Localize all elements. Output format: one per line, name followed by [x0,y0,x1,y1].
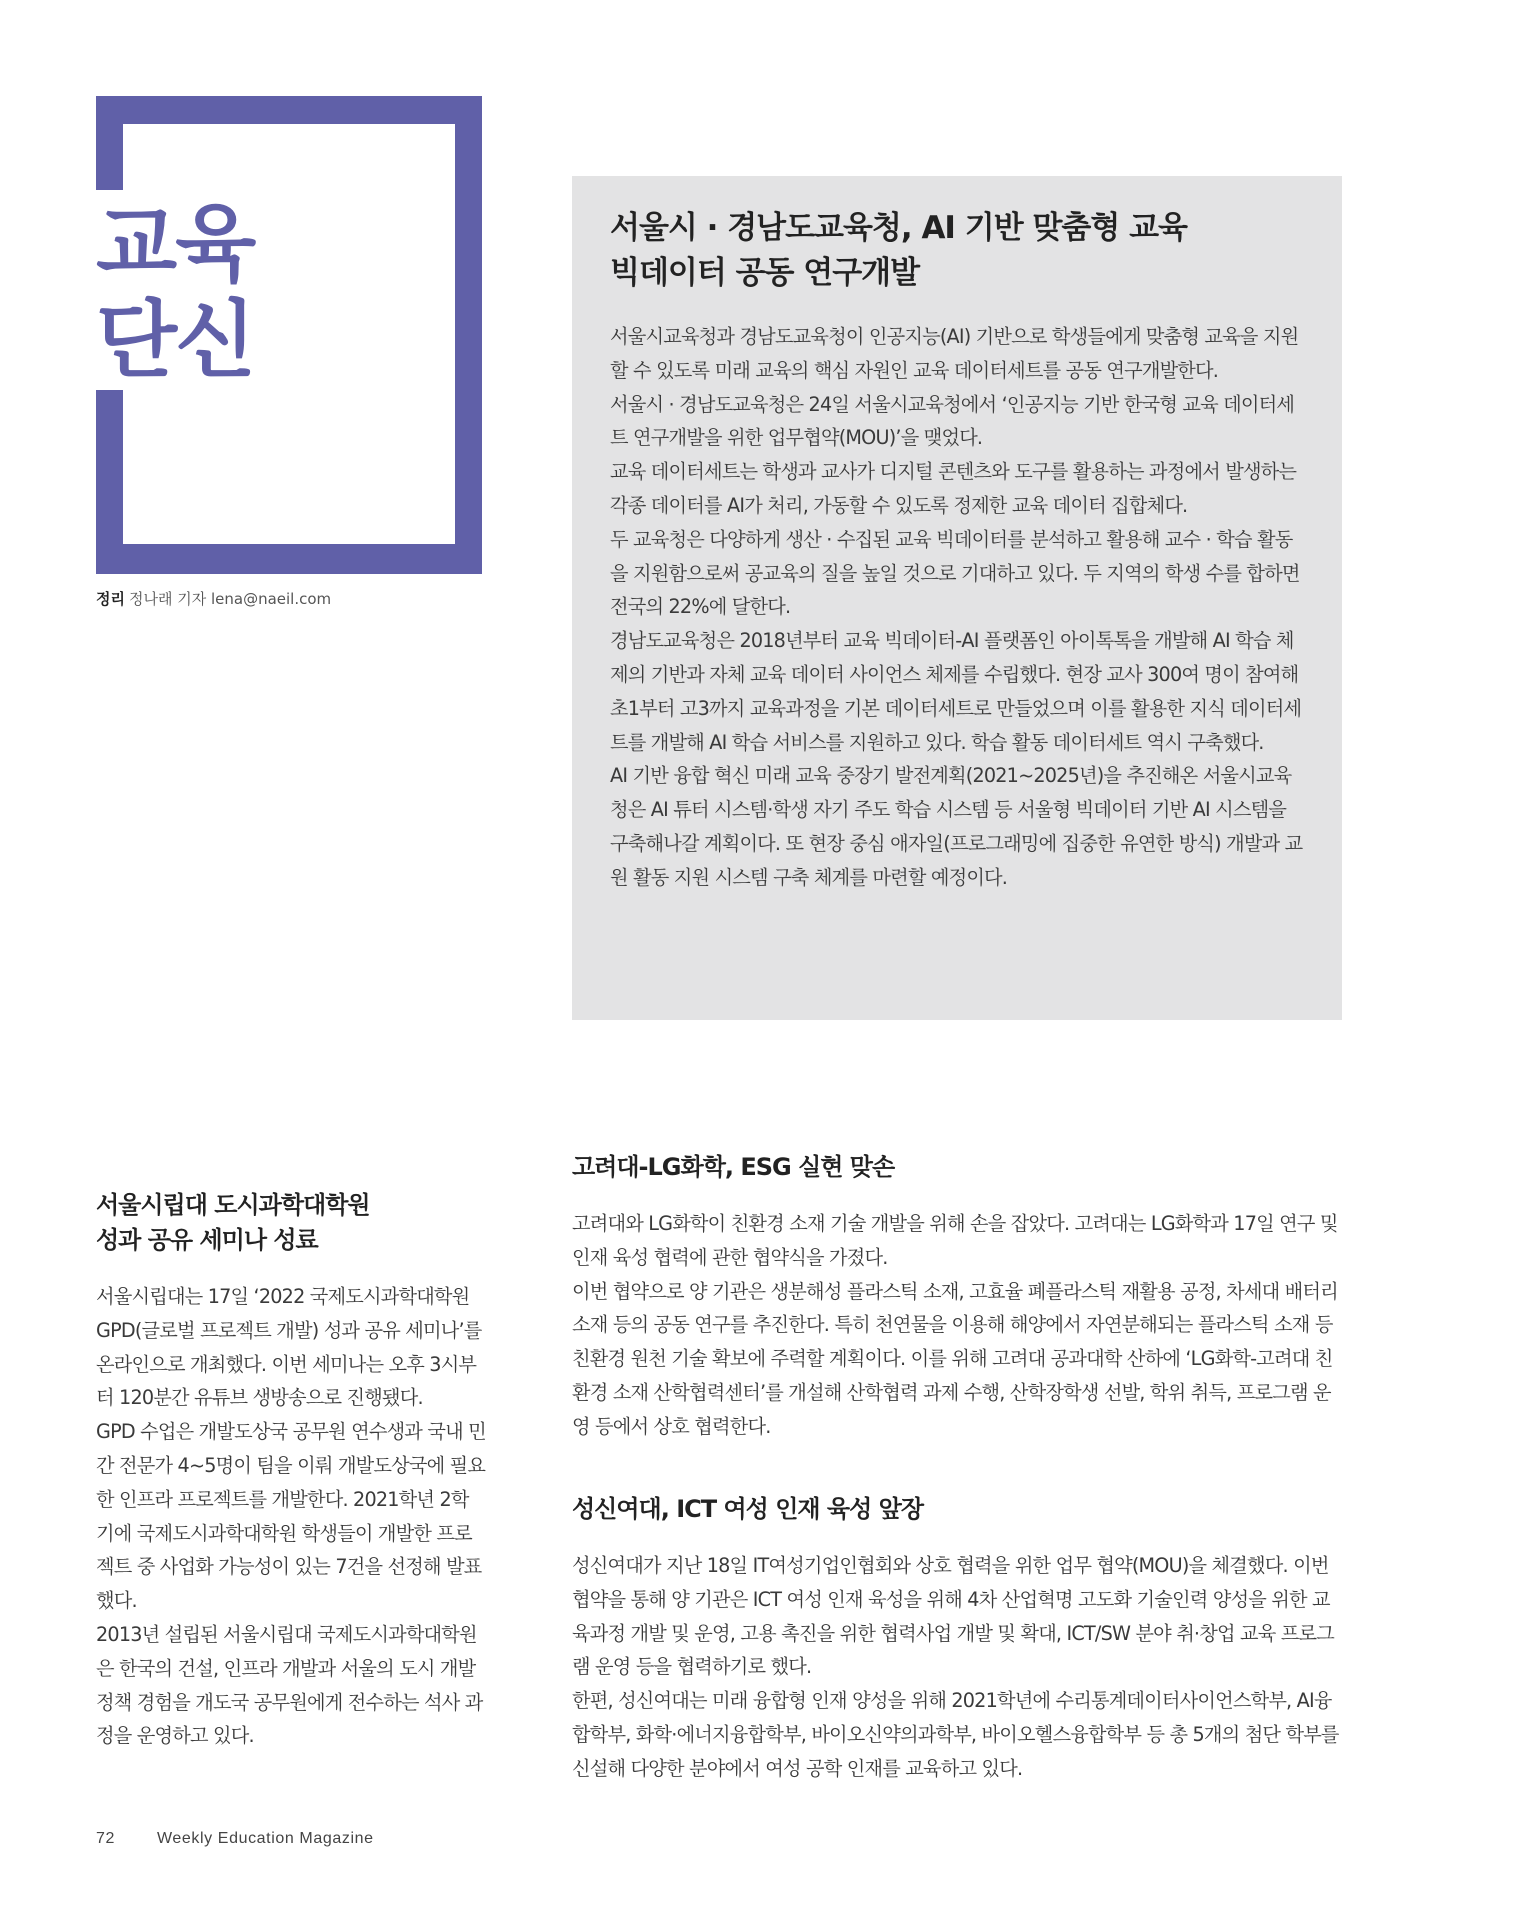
feature-headline [610,206,1304,296]
section-title [96,196,254,388]
feature-headline-line1: 서울시 · 경남도교육청, AI 기반 맞춤형 교육 [610,210,1187,246]
article-korea-univ-lg [572,1150,1344,1444]
section-title-line2: 단신 [96,291,255,389]
article-paragraph: 이번 협약으로 양 기관은 생분해성 플라스틱 소재, 고효율 폐플라스틱 재활용 공정, 차세대 배터리 소재 등의 공동 연구를 추진한다. 특히 천연물을 이용해 해양에서 자연분해되는 플라스틱 소재 등 친환경 원천 기술 확보에 주력할 계획이다. 이를 위해 고려대 공과대학 산하에 ‘LG화학-고려대 친환경 소재 산학협력센터’를 개설해 산학협력 과제 수행, 산학장학생 선발, 학위 취득, 프로그램 운영 등에서 상호 협력한다. [572,1279,1338,1438]
section-title-line1: 교육 [96,195,255,293]
feature-paragraph: 두 교육청은 다양하게 생산 · 수집된 교육 빅데이터를 분석하고 활용해 교수 · 학습 활동을 지원함으로써 공교육의 질을 높일 것으로 기대하고 있다. 두 지역의 학생 수를 합하면 전국의 22%에 달한다. [610,527,1300,619]
article-paragraph: 한편, 성신여대는 미래 융합형 인재 양성을 위해 2021학년에 수리통계데이터사이언스학부, AI융합학부, 화학·에너지융합학부, 바이오신약의과학부, 바이오헬스융합학부 등 총 5개의 첨단 학부를 신설해 다양한 분야에서 여성 공학 인재를 교육하고 있다. [572,1689,1339,1780]
feature-paragraph: 교육 데이터세트는 학생과 교사가 디지털 콘텐츠와 도구를 활용하는 과정에서 발생하는 각종 데이터를 AI가 처리, 가동할 수 있도록 정제한 교육 데이터 집합체다. [610,460,1297,517]
article-sungshin-ict [572,1492,1344,1786]
feature-paragraph: AI 기반 융합 혁신 미래 교육 중장기 발전계획(2021~2025년)을 추진해온 서울시교육청은 AI 튜터 시스템·학생 자기 주도 학습 시스템 등 서울형 빅데이터 기반 AI 시스템을 구축해나갈 계획이다. 또 현장 중심 애자일(프로그래밍에 집중한 유연한 방식) 개발과 교원 활동 지원 시스템 구축 체계를 마련할 예정이다. [610,764,1303,889]
byline-label: 정리 [96,590,125,608]
page-footer [96,1830,374,1848]
feature-paragraph: 서울시 · 경남도교육청은 24일 서울시교육청에서 ‘인공지능 기반 한국형 교육 데이터세트 연구개발을 위한 업무협약(MOU)’을 맺었다. [610,392,1295,450]
article-body [572,1549,1344,1786]
article-paragraph: GPD 수업은 개발도상국 공무원 연수생과 국내 민간 전문가 4~5명이 팀을 이뤄 개발도상국에 필요한 인프라 프로젝트를 개발한다. 2021학년 2학기에 국제도시과학대학원 학생들이 개발한 프로젝트 중 사업화 가능성이 있는 7건을 선정해 발표했다. [96,1420,486,1613]
byline [96,588,331,609]
article-headline-line2: 성과 공유 세미나 성료 [96,1226,318,1254]
byline-text: 정나래 기자 lena@naeil.com [128,590,332,608]
page-number: 72 [96,1830,115,1847]
publication-name: Weekly Education Magazine [157,1830,374,1847]
article-paragraph: 성신여대가 지난 18일 IT여성기업인협회와 상호 협력을 위한 업무 협약(MOU)을 체결했다. 이번 협약을 통해 양 기관은 ICT 여성 인재 육성을 위해 4차 산업혁명 고도화 기술인력 양성을 위한 교육과정 개발 및 운영, 고용 촉진을 위한 협력사업 개발 및 확대, ICT/SW 분야 취·창업 교육 프로그램 운영 등을 협력하기로 했다. [572,1554,1334,1679]
article-seoul-city-univ [96,1188,486,1753]
article-headline-line1: 서울시립대 도시과학대학원 [96,1191,370,1219]
feature-headline-line2: 빅데이터 공동 연구개발 [610,255,920,291]
feature-paragraph: 서울시교육청과 경남도교육청이 인공지능(AI) 기반으로 학생들에게 맞춤형 교육을 지원할 수 있도록 미래 교육의 핵심 자원인 교육 데이터세트를 공동 연구개발한다. [610,325,1299,382]
article-paragraph: 서울시립대는 17일 ‘2022 국제도시과학대학원 GPD(글로벌 프로젝트 개발) 성과 공유 세미나’를 온라인으로 개최했다. 이번 세미나는 오후 3시부터 120분간 유튜브 생방송으로 진행됐다. [96,1285,482,1410]
article-paragraph: 2013년 설립된 서울시립대 국제도시과학대학원은 한국의 건설, 인프라 개발과 서울의 도시 개발 정책 경험을 개도국 공무원에게 전수하는 석사 과정을 운영하고 있다. [96,1622,483,1748]
article-body [572,1207,1344,1444]
article-headline: 성신여대, ICT 여성 인재 육성 앞장 [572,1495,924,1523]
feature-article [572,176,1342,1020]
feature-paragraph: 경남도교육청은 2018년부터 교육 빅데이터-AI 플랫폼인 아이톡톡을 개발해 AI 학습 체제의 기반과 자체 교육 데이터 사이언스 체제를 수립했다. 현장 교사 300여 명이 참여해 초1부터 고3까지 교육과정을 기본 데이터세트로 만들었으며 이를 활용한 지식 데이터세트를 개발해 AI 학습 서비스를 지원하고 있다. 학습 활동 데이터세트 역시 구축했다. [610,629,1302,754]
article-paragraph: 고려대와 LG화학이 친환경 소재 기술 개발을 위해 손을 잡았다. 고려대는 LG화학과 17일 연구 및 인재 육성 협력에 관한 협약식을 가졌다. [572,1212,1338,1269]
article-headline [96,1188,486,1258]
article-body [96,1280,486,1753]
article-headline: 고려대-LG화학, ESG 실현 맞손 [572,1153,895,1181]
feature-body [610,320,1304,895]
